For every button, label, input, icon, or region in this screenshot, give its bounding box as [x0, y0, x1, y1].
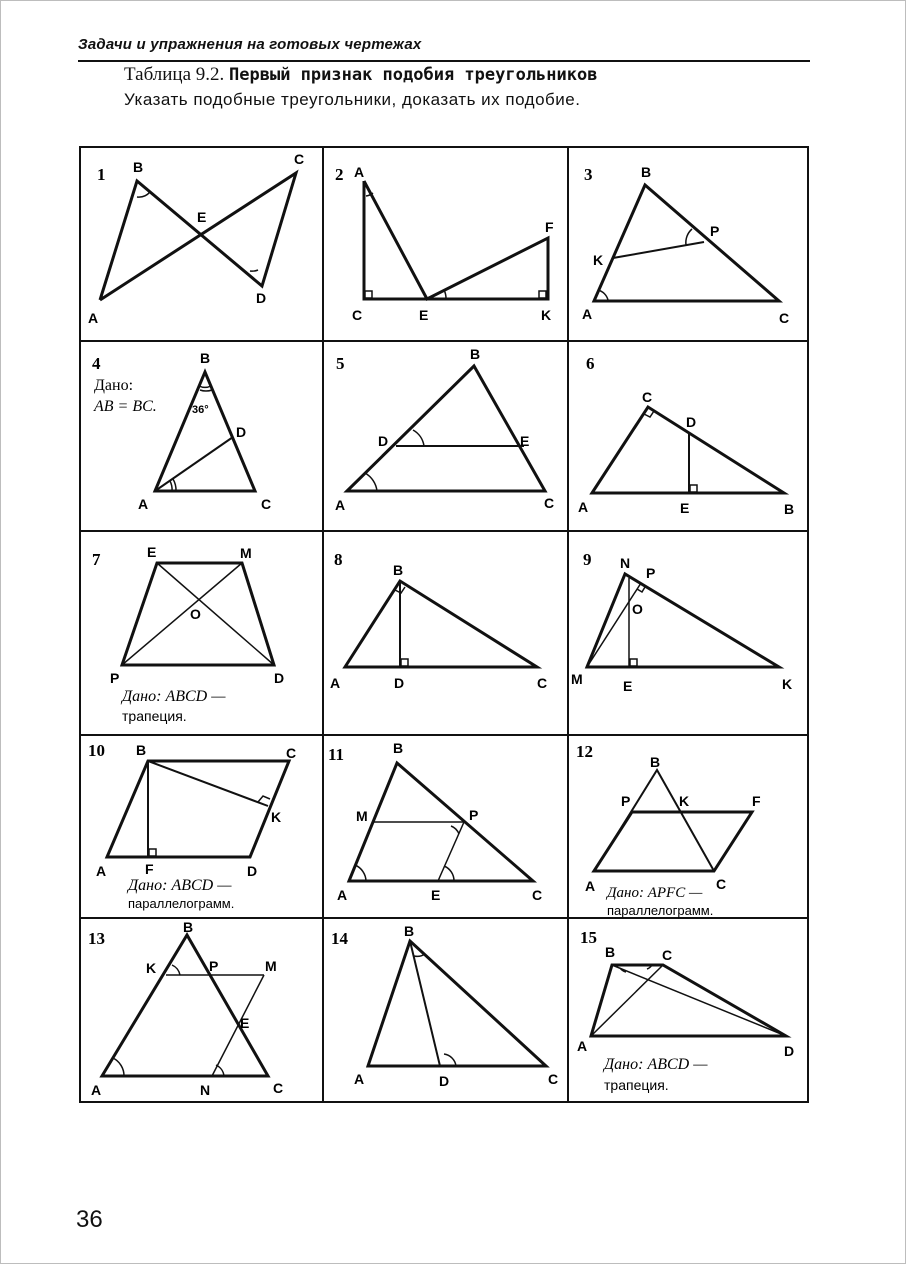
diagonals: [591, 965, 786, 1036]
label-b: B: [183, 919, 194, 935]
label-f: F: [145, 861, 154, 877]
label-a: A: [354, 1071, 365, 1087]
label-a: A: [96, 863, 107, 879]
label-b: B: [393, 562, 404, 578]
problem-number: 15: [580, 928, 597, 947]
label-c: C: [273, 1080, 284, 1096]
label-c: C: [544, 495, 555, 511]
vertex-labels: [335, 346, 554, 513]
problem-8: [330, 550, 547, 691]
angle-value: 36°: [192, 404, 209, 416]
label-e: E: [240, 1015, 250, 1031]
label-o: O: [632, 601, 643, 617]
figure-10: [107, 761, 289, 857]
label-d: D: [247, 863, 258, 879]
figure-14: [368, 941, 546, 1066]
label-a: A: [91, 1082, 102, 1098]
auxiliary-lines: [587, 578, 645, 667]
label-c: C: [286, 745, 297, 761]
label-m: M: [240, 545, 252, 561]
angle-marks: [598, 229, 692, 300]
label-a: A: [582, 306, 593, 322]
problem-number: 8: [334, 550, 343, 569]
problem-4: [92, 350, 271, 512]
problem-number: 7: [92, 550, 101, 569]
label-a: A: [354, 164, 365, 180]
label-e: E: [623, 678, 633, 694]
label-k: K: [679, 793, 690, 809]
label-p: P: [621, 793, 631, 809]
label-e: E: [680, 500, 690, 516]
angle-marks: [365, 430, 424, 491]
page-number: 36: [76, 1206, 103, 1233]
label-b: B: [641, 164, 652, 180]
label-d: D: [439, 1073, 450, 1089]
label-d: D: [256, 290, 267, 306]
problem-number: 6: [586, 354, 595, 373]
label-k: K: [593, 252, 604, 268]
label-c: C: [261, 496, 272, 512]
problem-number: 1: [97, 165, 106, 184]
problem-number: 13: [88, 929, 105, 948]
label-d: D: [784, 1043, 795, 1059]
task-instruction: Указать подобные треугольники, доказать их подобие.: [124, 90, 581, 109]
label-p: P: [110, 670, 120, 686]
problem-2: [335, 164, 554, 323]
label-e: E: [419, 307, 429, 323]
label-k: K: [271, 809, 282, 825]
problem-number: 3: [584, 165, 593, 184]
vertex-labels: [91, 919, 283, 1098]
problem-15: [577, 928, 794, 1093]
problem-12: [576, 742, 761, 918]
problem-number: 12: [576, 742, 593, 761]
label-b: B: [136, 742, 147, 758]
table-title: Первый признак подобия треугольников: [229, 65, 598, 85]
figure-2: [364, 181, 548, 299]
angle-marks: [355, 826, 459, 881]
given-condition: Дано: ABCD —: [604, 1056, 708, 1073]
auxiliary-lines: [373, 822, 464, 881]
label-e: E: [431, 887, 441, 903]
label-m: M: [571, 671, 583, 687]
problem-7: [92, 544, 284, 724]
figure-12: [594, 770, 752, 871]
problem-number: 10: [88, 741, 105, 760]
label-a: A: [585, 878, 596, 894]
label-f: F: [545, 219, 554, 235]
label-c: C: [352, 307, 363, 323]
given-title: Дано:: [94, 377, 134, 394]
given-condition: Дано: ABCD —: [122, 688, 226, 705]
given-condition-2: трапеция.: [604, 1077, 669, 1093]
label-d: D: [394, 675, 405, 691]
label-a: A: [577, 1038, 588, 1054]
label-c: C: [642, 389, 653, 405]
label-e: E: [147, 544, 157, 560]
label-k: K: [782, 676, 793, 692]
label-p: P: [710, 223, 720, 239]
label-m: M: [265, 958, 277, 974]
label-a: A: [578, 499, 589, 515]
problem-number: 4: [92, 354, 101, 373]
label-p: P: [209, 958, 219, 974]
label-c: C: [662, 947, 673, 963]
figure-15: [591, 965, 786, 1036]
label-a: A: [337, 887, 348, 903]
label-b: B: [133, 159, 144, 175]
label-b: B: [784, 501, 795, 517]
problem-number: 9: [583, 550, 592, 569]
angle-marks: [395, 587, 408, 666]
label-b: B: [605, 944, 616, 960]
problem-3: [582, 164, 789, 326]
problem-10: [88, 741, 296, 911]
figure-9: [587, 574, 779, 667]
label-c: C: [779, 310, 790, 326]
given-condition: Дано: APFC —: [607, 885, 703, 901]
figure-1: [100, 173, 296, 300]
label-b: B: [200, 350, 211, 366]
label-e: E: [197, 209, 207, 225]
problem-13: [88, 919, 283, 1098]
label-p: P: [646, 565, 656, 581]
label-o: O: [190, 606, 201, 622]
problem-14: [331, 923, 558, 1089]
label-a: A: [88, 310, 99, 326]
problem-number: 14: [331, 929, 348, 948]
label-e: E: [520, 433, 530, 449]
label-c: C: [294, 151, 305, 167]
angle-marks: [113, 965, 224, 1076]
label-c: C: [532, 887, 543, 903]
given-condition-2: параллелограмм.: [607, 903, 714, 918]
problem-number: 5: [336, 354, 345, 373]
label-d: D: [378, 433, 389, 449]
figure-8: [345, 581, 537, 667]
label-n: N: [200, 1082, 211, 1098]
running-header: Задачи и упражнения на готовых чертежах: [78, 36, 422, 53]
label-d: D: [274, 670, 285, 686]
label-d: D: [236, 424, 247, 440]
figure-13: [102, 935, 268, 1076]
label-d: D: [686, 414, 697, 430]
label-k: K: [541, 307, 552, 323]
label-b: B: [650, 754, 661, 770]
vertex-labels: [330, 562, 547, 691]
vertex-labels: [578, 389, 794, 517]
problem-5: [335, 346, 554, 513]
given-condition-2: параллелограмм.: [128, 896, 235, 911]
problem-1: [88, 151, 304, 326]
label-k: K: [146, 960, 157, 976]
label-a: A: [335, 497, 346, 513]
label-f: F: [752, 793, 761, 809]
label-p: P: [469, 807, 479, 823]
problem-number: 11: [328, 745, 345, 764]
label-a: A: [138, 496, 149, 512]
problem-6: [578, 354, 794, 517]
given-condition: Дано: ABCD —: [128, 877, 232, 894]
label-c: C: [716, 876, 727, 892]
label-c: C: [548, 1071, 559, 1087]
figure-5: [347, 366, 545, 491]
label-b: B: [404, 923, 415, 939]
problem-number: 2: [335, 165, 344, 184]
given-condition-2: трапеция.: [122, 708, 187, 724]
problem-9: [571, 550, 792, 694]
angle-marks: [149, 796, 270, 856]
label-c: C: [537, 675, 548, 691]
given-condition: AB = BC.: [94, 398, 157, 415]
vertex-labels: [577, 944, 794, 1059]
label-b: B: [393, 740, 404, 756]
label-n: N: [620, 555, 631, 571]
problem-11: [328, 740, 542, 903]
label-b: B: [470, 346, 481, 362]
label-a: A: [330, 675, 341, 691]
label-m: M: [356, 808, 368, 824]
table-label: Таблица 9.2.: [124, 64, 225, 85]
vertex-labels: [585, 754, 761, 894]
